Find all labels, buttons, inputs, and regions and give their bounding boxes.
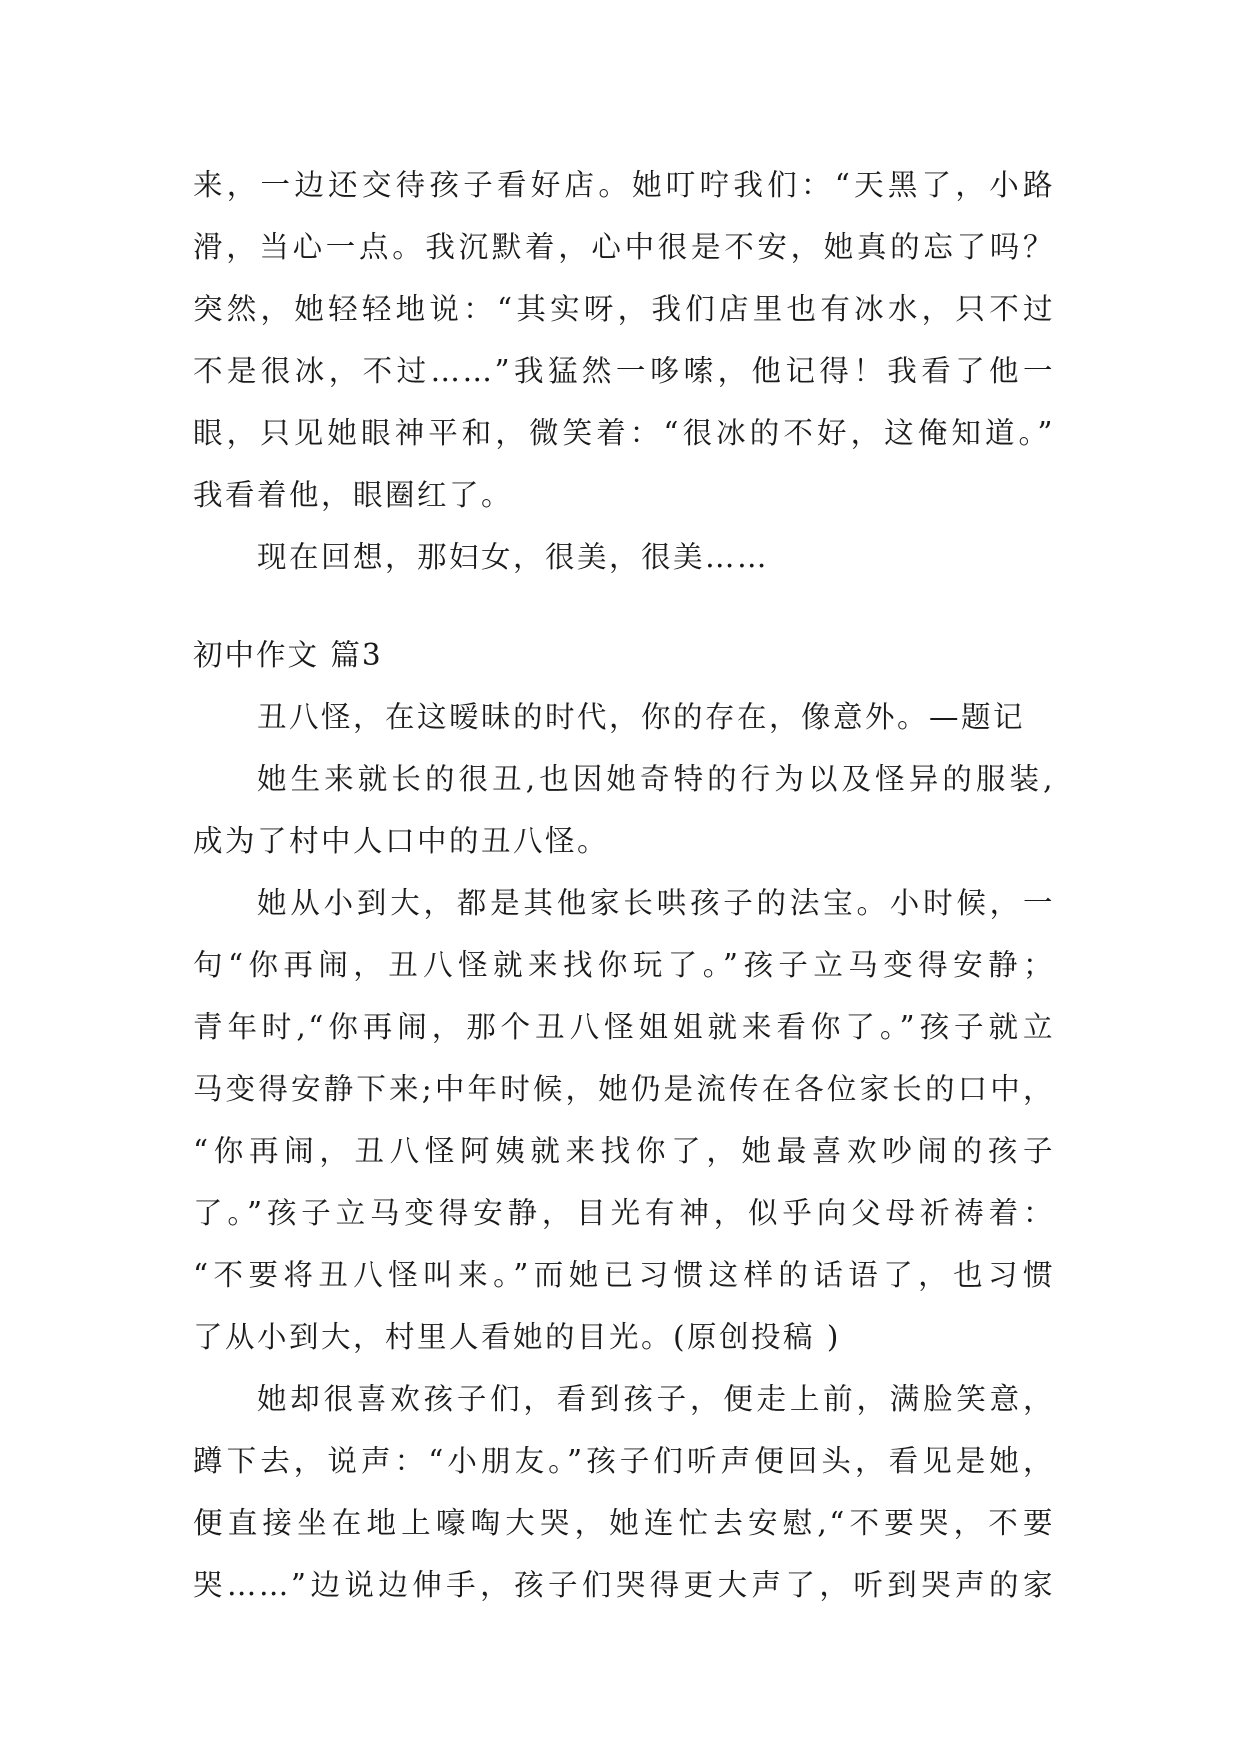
essay-continuation	[193, 154, 1055, 588]
text-line: 了从小到大，村里人看她的目光。(原创投稿 )	[193, 1320, 841, 1354]
text-line: 眼，只见她眼神平和，微笑着：“很冰的不好，这俺知道。”	[193, 416, 1055, 450]
text-line: 现在回想，那妇女，很美，很美……	[257, 540, 770, 574]
text-line: 来，一边还交待孩子看好店。她叮咛我们：“天黑了，小路	[193, 168, 1055, 202]
text-line: 成为了村中人口中的丑八怪。	[193, 824, 610, 858]
text-line: 哭……”边说边伸手，孩子们哭得更大声了，听到哭声的家	[193, 1568, 1055, 1602]
text-line: 滑，当心一点。我沉默着，心中很是不安，她真的忘了吗？	[193, 230, 1055, 264]
text-line: 我看着他，眼圈红了。	[193, 478, 514, 512]
text-line: 了。”孩子立马变得安静，目光有神，似乎向父母祈祷着：	[193, 1196, 1055, 1230]
text-line: “你再闹，丑八怪阿姨就来找你了，她最喜欢吵闹的孩子	[193, 1134, 1055, 1168]
text-line: 蹲下去，说声：“小朋友。”孩子们听声便回头，看见是她，	[193, 1444, 1055, 1478]
text-line: 丑八怪，在这暧昧的时代，你的存在，像意外。—题记	[257, 700, 1026, 734]
text-line: 便直接坐在地上嚎啕大哭，她连忙去安慰,“不要哭，不要	[193, 1506, 1055, 1540]
text-line: 青年时,“你再闹，那个丑八怪姐姐就来看你了。”孩子就立	[193, 1010, 1055, 1044]
text-line: 不是很冰，不过……”我猛然一哆嗦，他记得！我看了他一	[193, 354, 1055, 388]
text-line: 她从小到大，都是其他家长哄孩子的法宝。小时候，一	[257, 886, 1055, 920]
text-line: 马变得安静下来;中年时候，她仍是流传在各位家长的口中，	[193, 1072, 1055, 1106]
text-line: “不要将丑八怪叫来。”而她已习惯这样的话语了，也习惯	[193, 1258, 1055, 1292]
text-line: 她却很喜欢孩子们，看到孩子，便走上前，满脸笑意，	[257, 1382, 1055, 1416]
text-line: 她生来就长的很丑,也因她奇特的行为以及怪异的服装,	[257, 762, 1055, 796]
text-line: 突然，她轻轻地说：“其实呀，我们店里也有冰水，只不过	[193, 292, 1055, 326]
essay-body	[193, 686, 1055, 1616]
text-line: 句“你再闹，丑八怪就来找你玩了。”孩子立马变得安静；	[193, 948, 1055, 982]
section-heading: 初中作文 篇3	[193, 638, 383, 672]
